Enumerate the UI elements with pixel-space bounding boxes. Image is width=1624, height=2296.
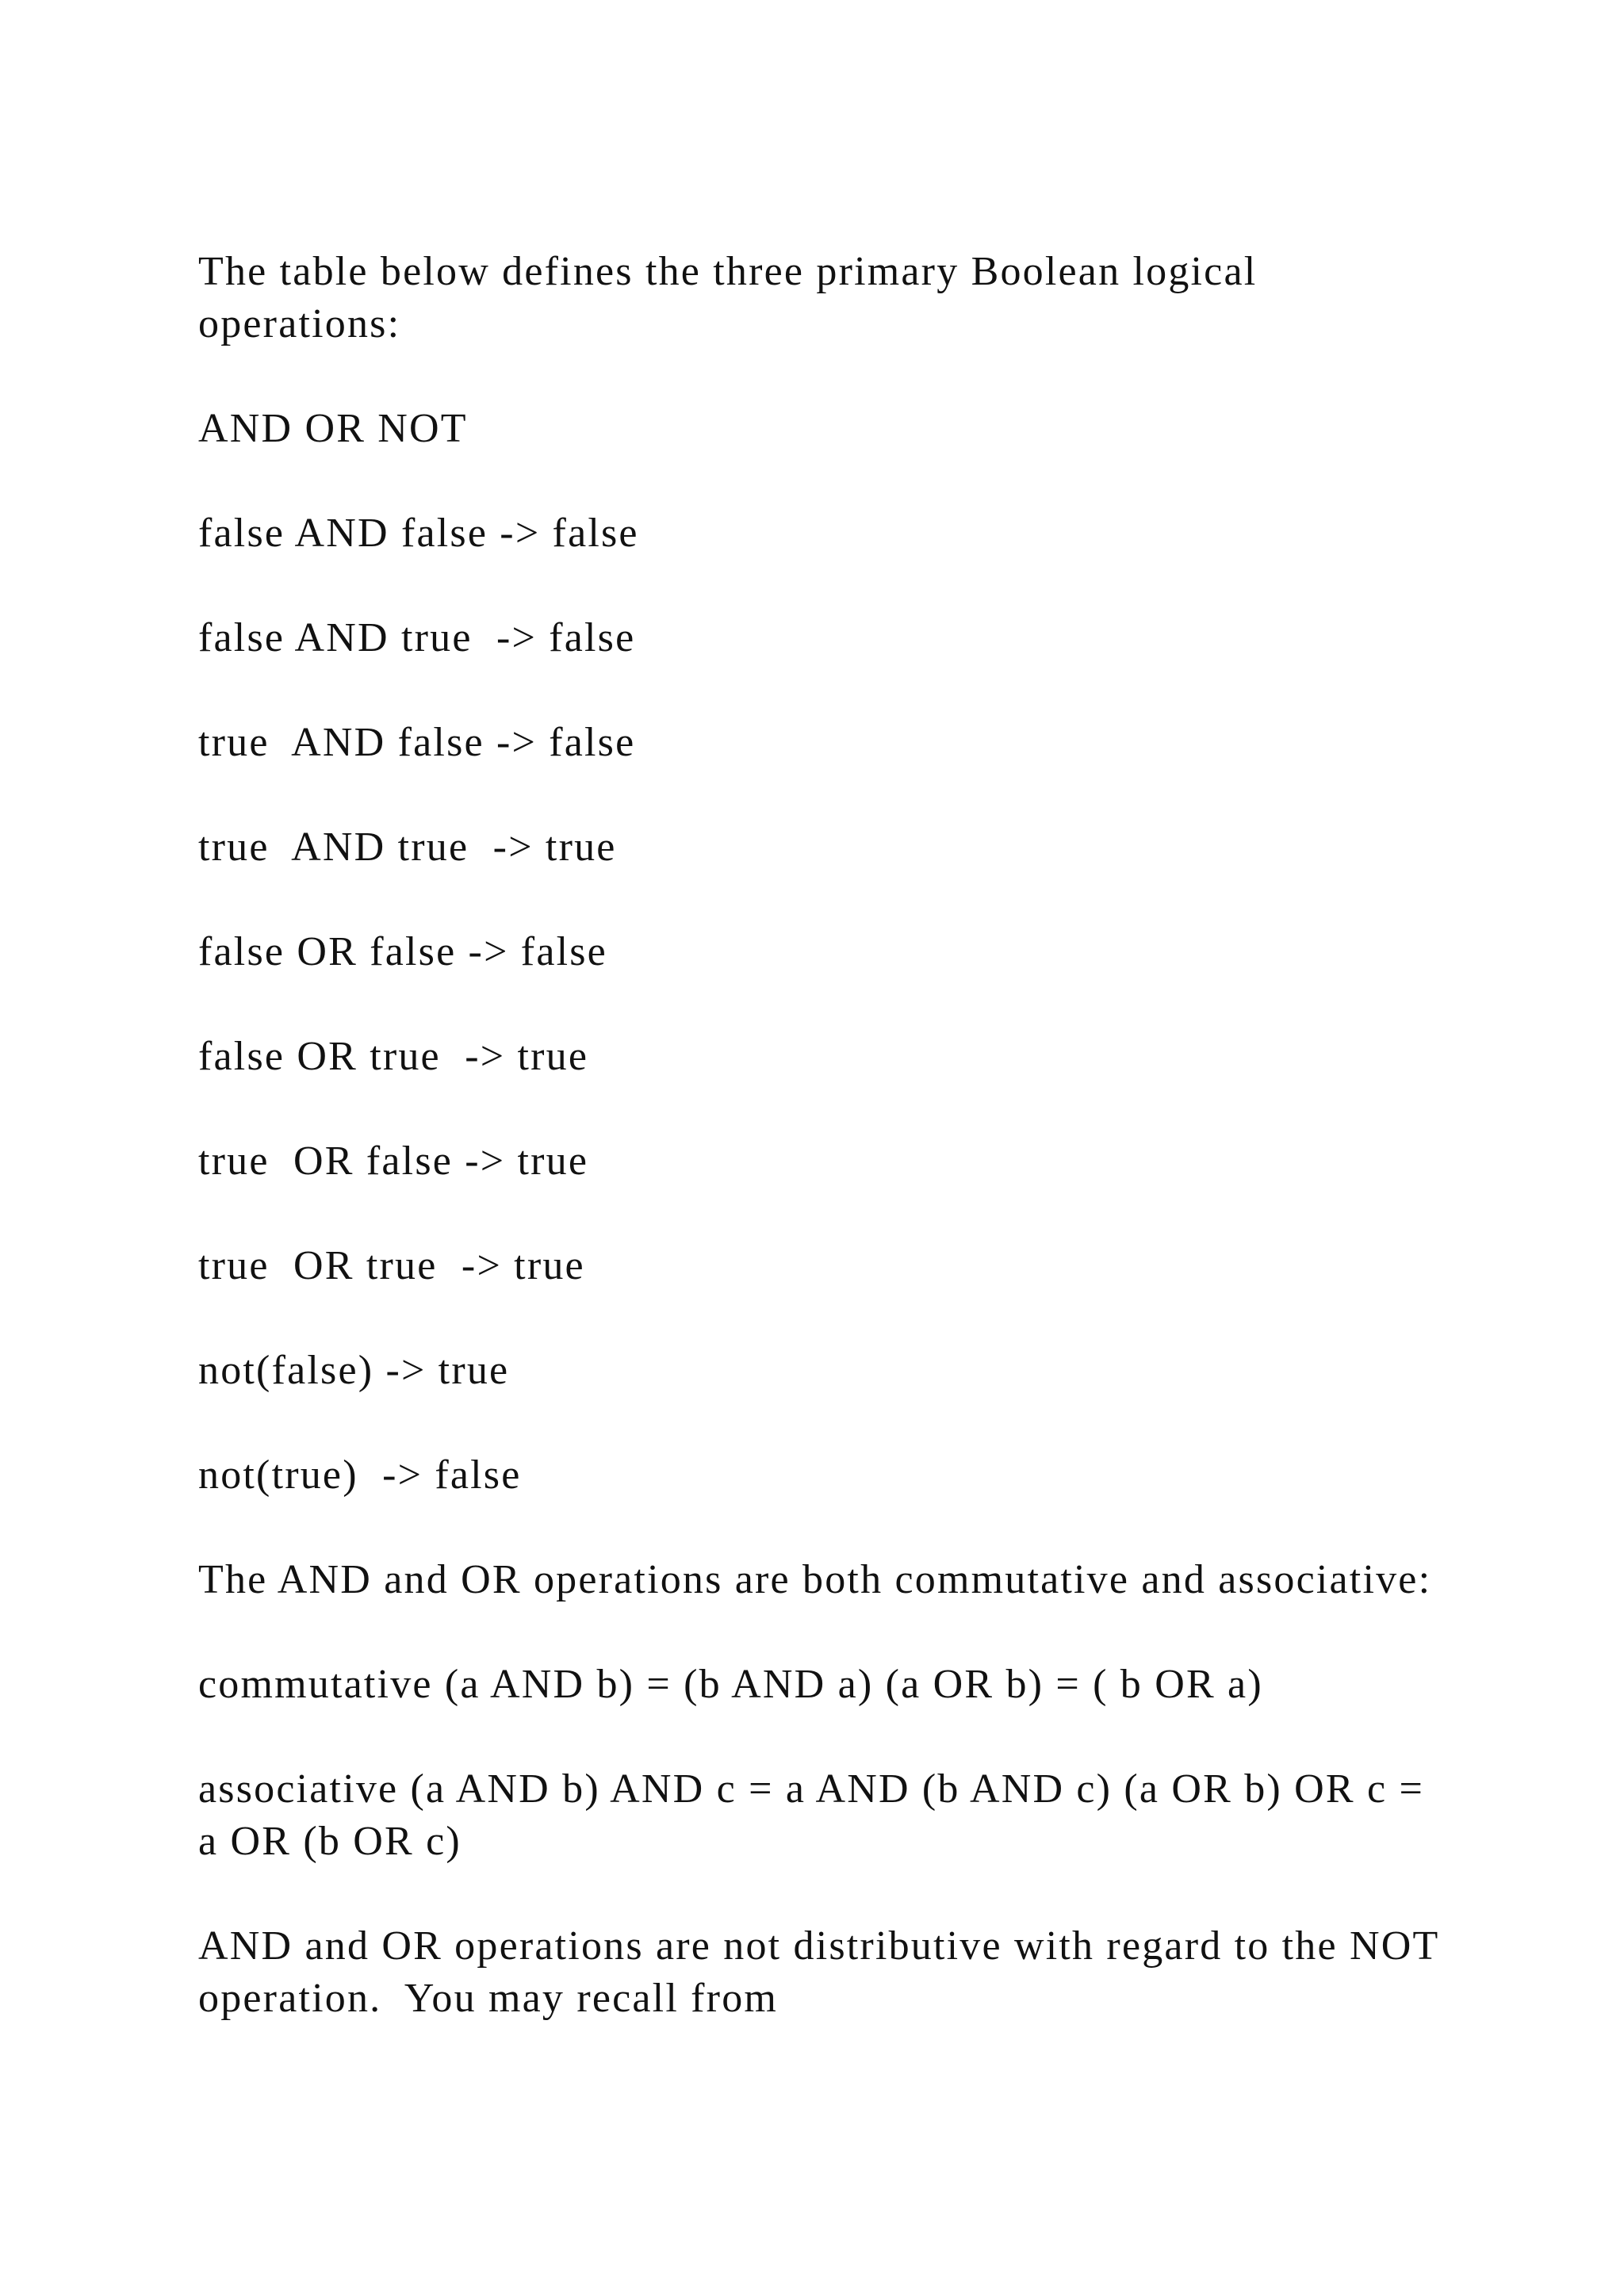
truth-row-not-false: not(false) -> true xyxy=(198,1348,510,1393)
paragraph-operations-list: AND OR NOT xyxy=(198,406,468,451)
truth-row-or-tt: true OR true -> true xyxy=(198,1243,585,1288)
truth-row-not-true: not(true) -> false xyxy=(198,1452,522,1498)
paragraph-associative: associative (a AND b) AND c = a AND (b AND c) (a OR b) OR c = a OR (b OR c) xyxy=(198,1766,1437,1864)
truth-row-or-tf: true OR false -> true xyxy=(198,1138,589,1184)
paragraph-intro: The table below defines the three primary Boolean logical operations: xyxy=(198,249,1270,346)
paragraph-properties: The AND and OR operations are both commutative and associative: xyxy=(198,1557,1432,1602)
truth-row-and-ft: false AND true -> false xyxy=(198,615,636,660)
truth-row-or-ft: false OR true -> true xyxy=(198,1034,589,1079)
truth-row-and-ff: false AND false -> false xyxy=(198,511,639,556)
truth-row-and-tf: true AND false -> false xyxy=(198,720,636,765)
paragraph-distributive: AND and OR operations are not distributive with regard to the NOT operation. You may recall from xyxy=(198,1923,1451,2021)
document-body xyxy=(198,246,1451,2077)
paragraph-commutative: commutative (a AND b) = (b AND a) (a OR b) = ( b OR a) xyxy=(198,1662,1263,1707)
truth-row-or-ff: false OR false -> false xyxy=(198,929,607,974)
truth-row-and-tt: true AND true -> true xyxy=(198,825,617,870)
